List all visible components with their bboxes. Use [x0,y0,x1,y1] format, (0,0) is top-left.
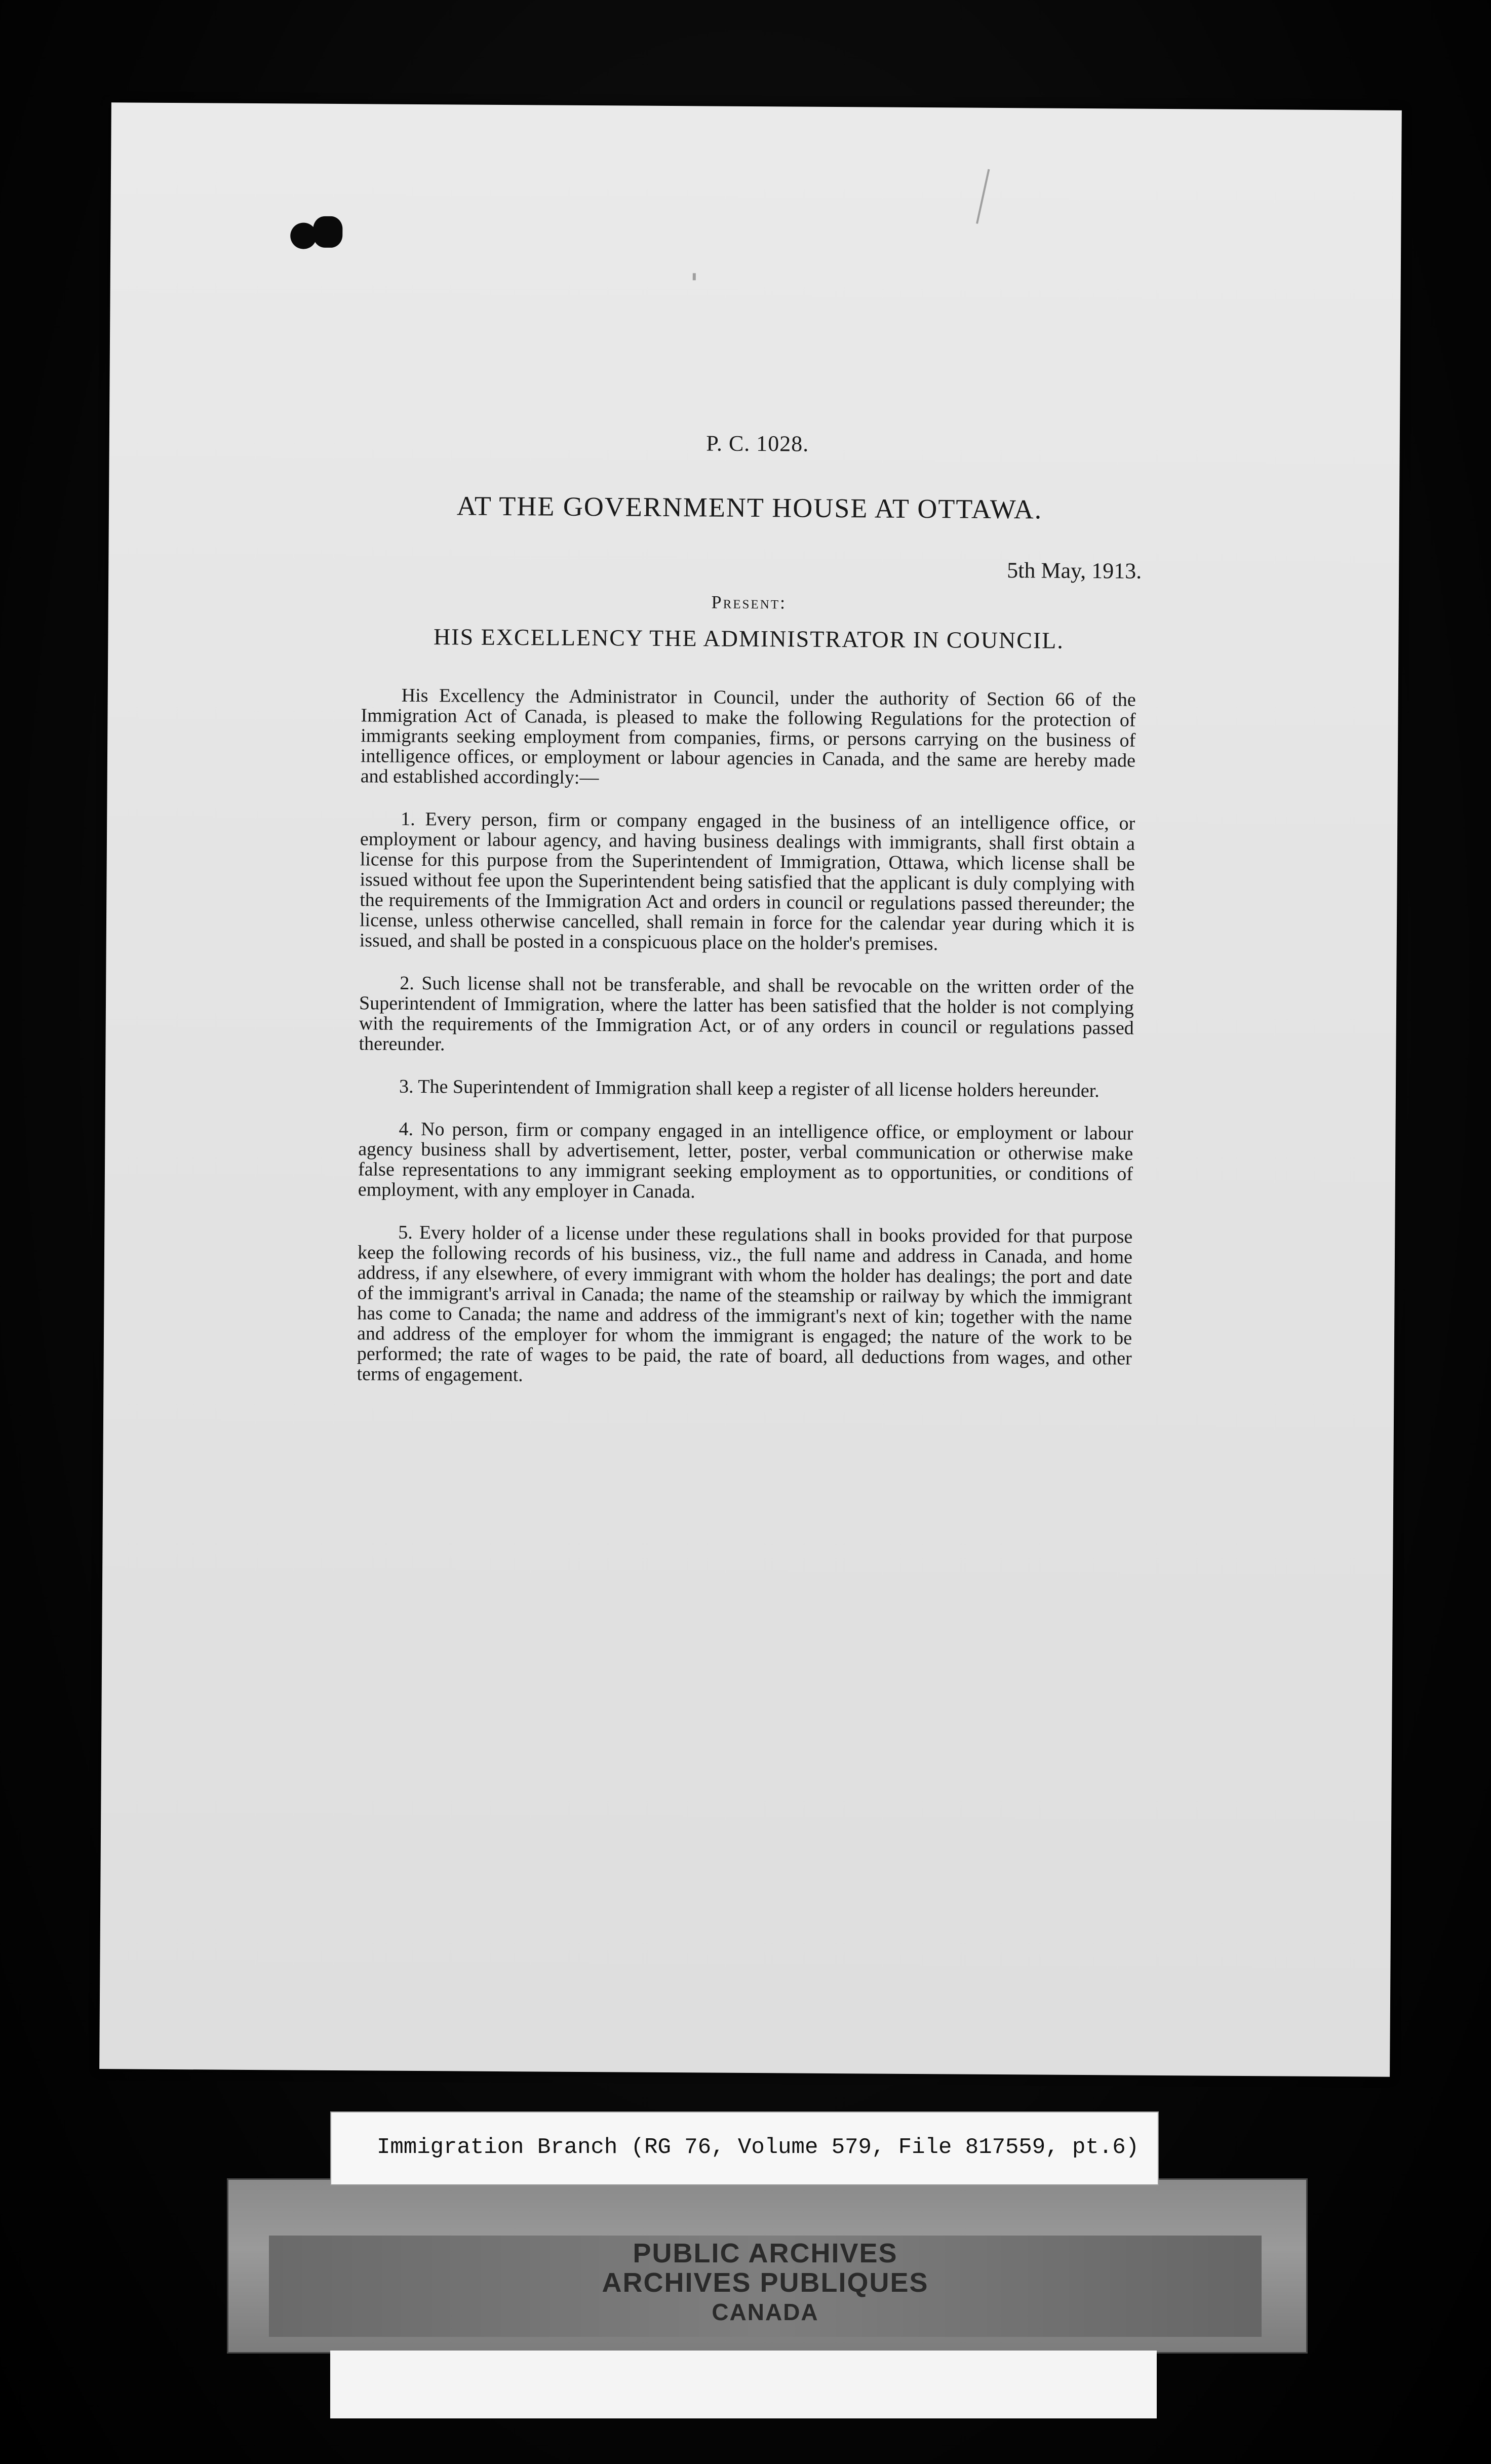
regulation-2: 2. Such license shall not be transferable, and shall be revocable on the written order of the Superintendent of Immigration, where the latter has been satisfied that the holder is not complying with the requirements of the Immigration Act, or of any orders in council or regulations passed thereunder. [359,972,1134,1055]
document-date: 5th May, 1913. [1007,558,1142,584]
scratch-mark [976,169,990,224]
regulations-body [357,685,1135,1389]
preamble-paragraph: His Excellency the Administrator in Council, under the authority of Section 66 of the Immigration Act of Canada, is pleased to make the following Regulations for the protection of immigrants seeking employment from companies, firms, or persons carrying on the business of intelligence offices, or employment or labour agencies in Canada, and the same are hereby made and established accordingly:— [360,684,1136,789]
stamp-line-3: CANADA [712,2299,819,2325]
regulation-1: 1. Every person, firm or company engaged in the business of an intelligence office, or employment or labour agency, and having business dealings with immigrants, shall first obtain a license for this purpose from the Superintendent of Immigration, Ottawa, which license shall be issued without fee upon the Superintendent being satisfied that the applicant is duly complying with the requirements of the Immigration Act and orders in council or regulations passed thereunder; the license, unless otherwise cancelled, shall remain in force for the calendar year during which it is issued, and shall be posted in a conspicuous place on the holder's premises. [359,808,1135,955]
punch-hole [313,216,342,248]
archive-reference-label [330,2111,1159,2185]
document-page [99,102,1402,2076]
present-label: Present: [711,592,787,613]
scratch-mark [693,273,696,280]
stamp-line-2: ARCHIVES PUBLIQUES [602,2267,929,2298]
regulation-4: 4. No person, firm or company engaged in an intelligence office, or employment or labour agency business shall by advertisement, letter, poster, verbal communication or otherwise make false representations to any immigrant seeking employment as to opportunities, or conditions of employment, with any employer in Canada. [358,1118,1133,1203]
council-heading: HIS EXCELLENCY THE ADMINISTRATOR IN COUNCIL. [433,624,1064,653]
archive-stamp-band [227,2178,1308,2354]
regulation-3: 3. The Superintendent of Immigration shall keep a register of all license holders hereunder. [399,1075,1100,1102]
regulation-5: 5. Every holder of a license under these regulations shall in books provided for that purpose keep the following records of his business, viz., the full name and address in Canada, and home address, if any elsewhere, of every immigrant with whom the holder has dealings; the port and date of the immigrant's arrival in Canada; the name of the steamship or railway by which the immigrant has come to Canada; the name and address of the immigrant's next of kin; together with the name and address of the employer for whom the immigrant is engaged; the nature of the work to be performed; the rate of wages to be paid, the rate of board, all deductions from wages, and other terms of engagement. [357,1221,1133,1386]
archive-reference-text: Immigration Branch (RG 76, Volume 579, File 817559, pt.6) [377,2135,1140,2160]
stamp-line-1: PUBLIC ARCHIVES [633,2238,898,2268]
location-heading: AT THE GOVERNMENT HOUSE AT OTTAWA. [456,490,1043,525]
pc-number: P. C. 1028. [706,431,809,456]
archive-stamp [269,2236,1262,2337]
document-content [357,428,1142,1411]
film-bottom-strip [330,2351,1157,2418]
